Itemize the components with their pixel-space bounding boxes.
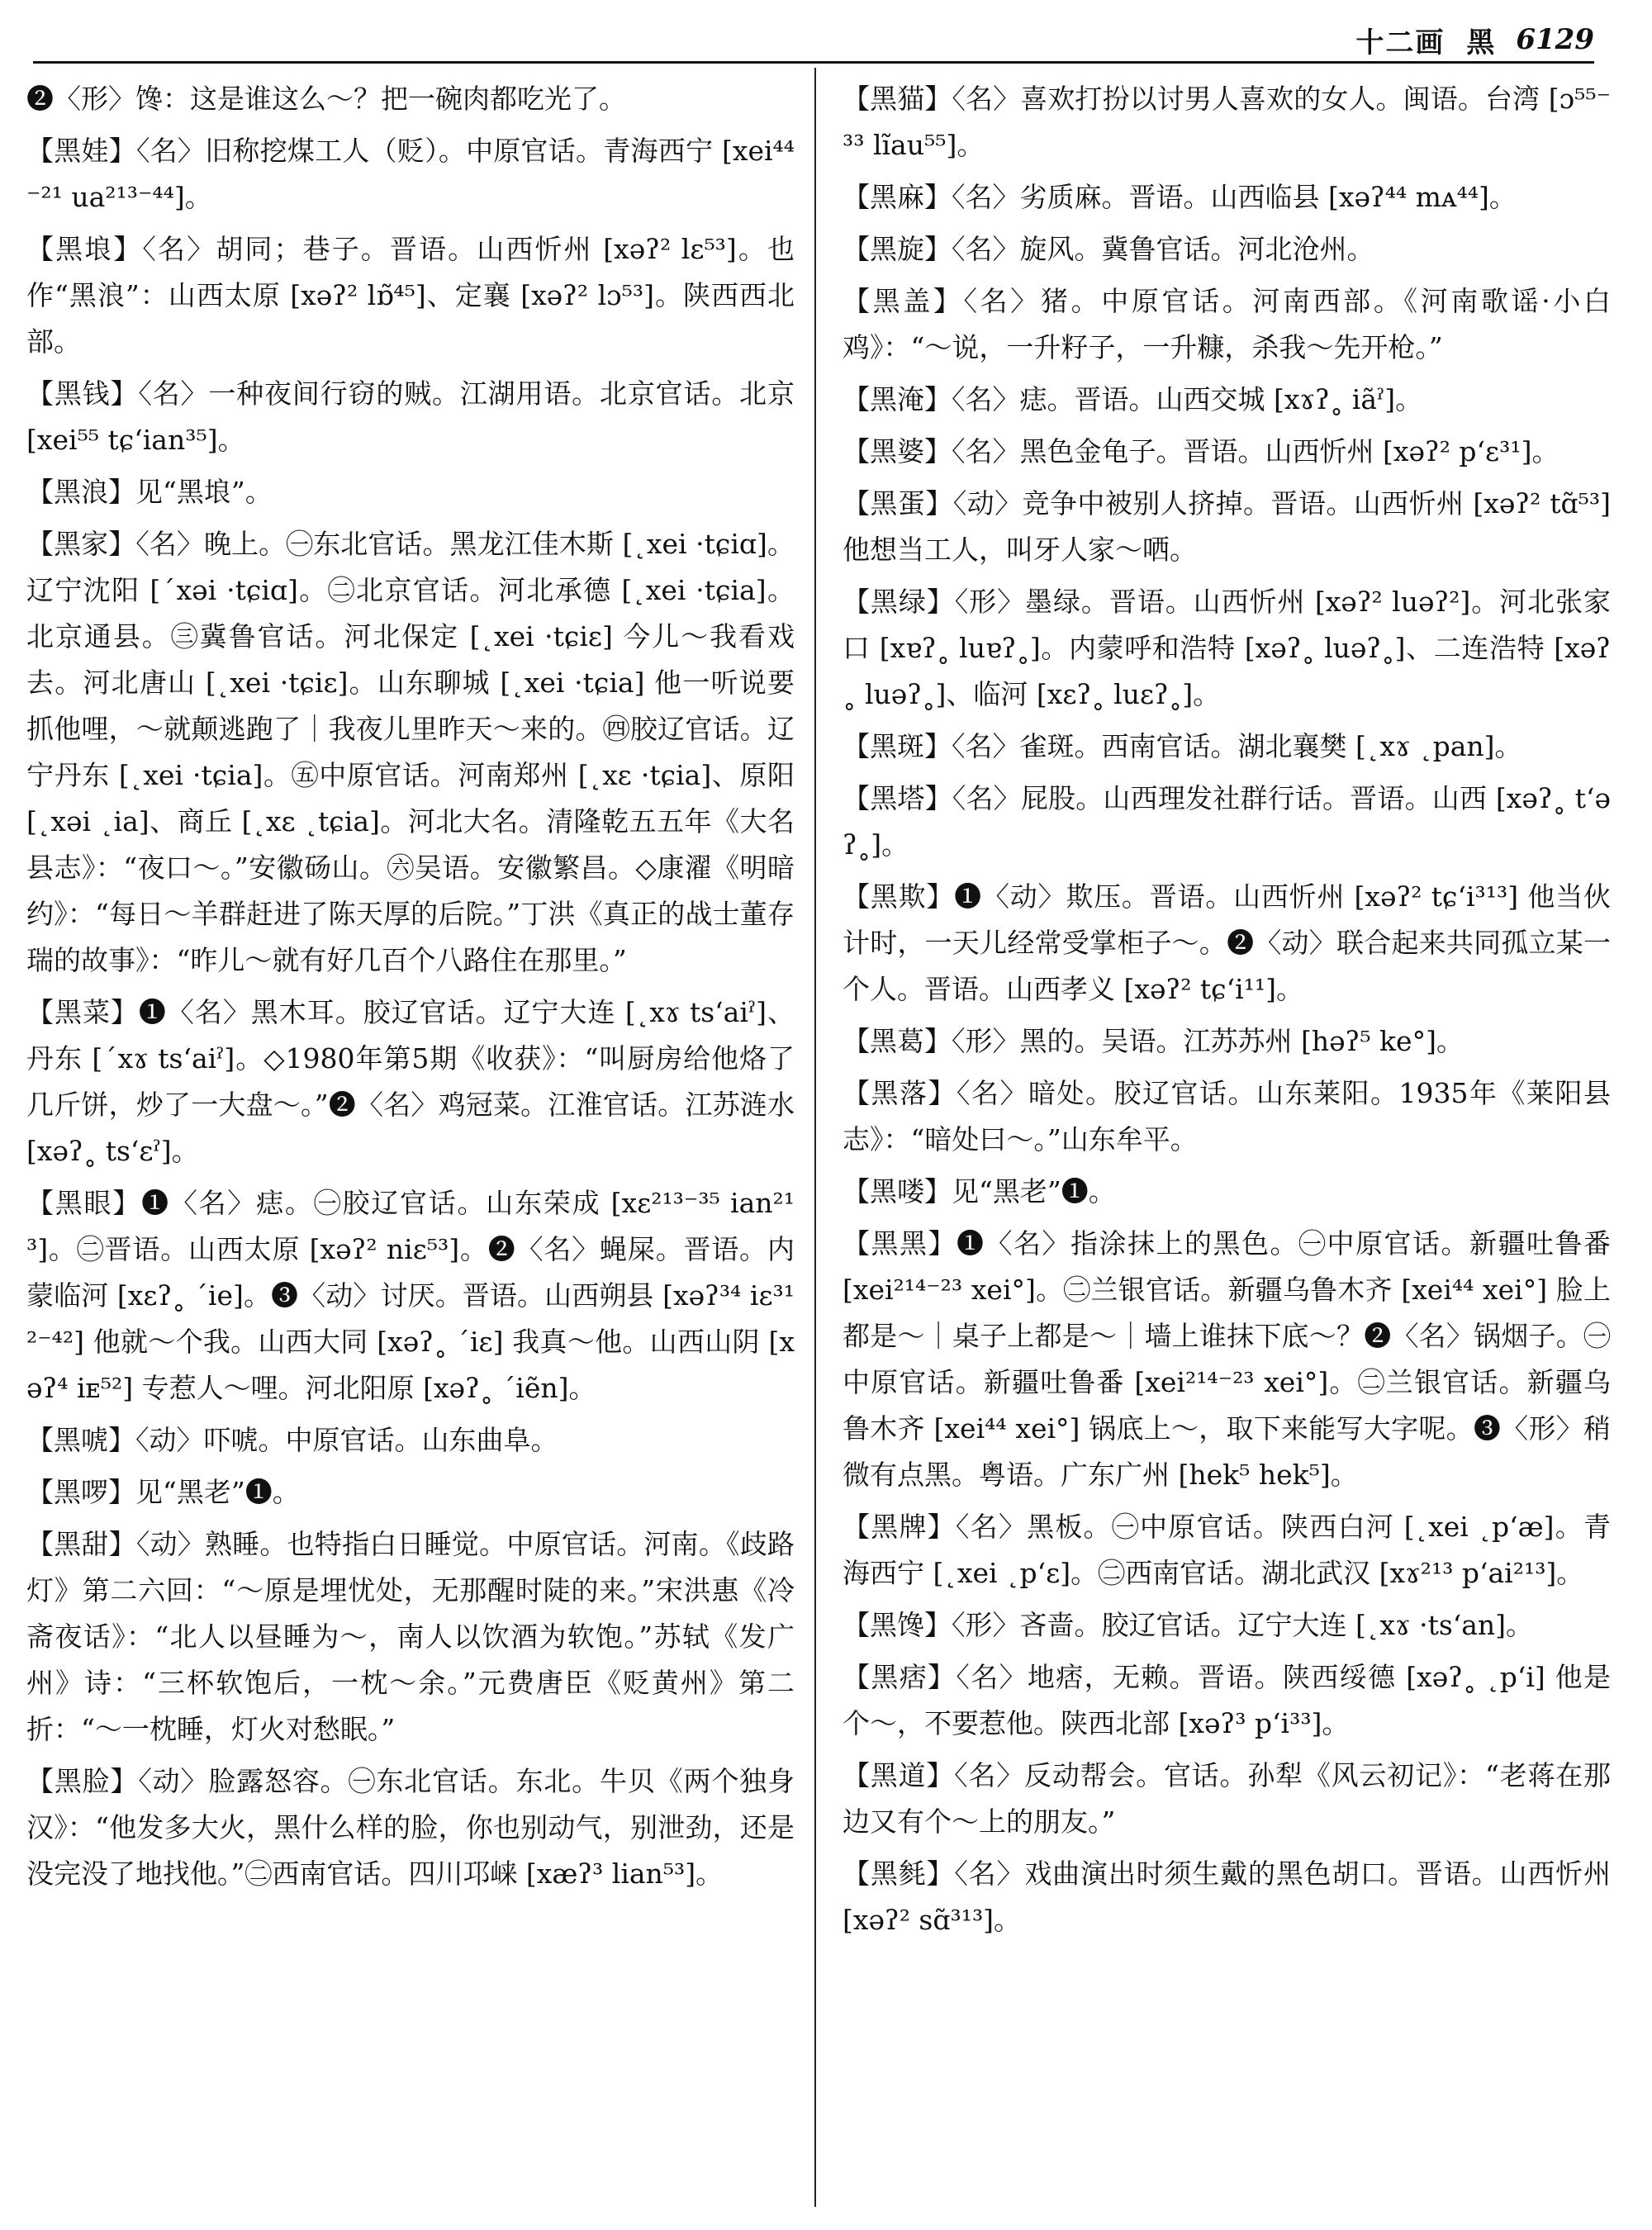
entry-heitian: 【黑甜】〈动〉熟睡。也特指白日睡觉。中原官话。河南。《歧路灯》第二六回：“～原是埋忧处，无那醒时陡的来。”宋洪惠《冷斋夜话》：“北人以昼睡为～，南人以饮酒为软饱。”苏轼《发广州》诗：“三杯软饱后，一枕～余。”元费唐臣《贬黄州》第二折：“～一枕睡，灯火对愁眠。” <box>26 1528 795 1745</box>
entry-heihu: 【黑唬】〈动〉吓唬。中原官话。山东曲阜。 <box>26 1424 558 1456</box>
entry-heilang: 【黑埌】〈名〉胡同；巷子。晋语。山西忻州 [xəʔ² lɛ⁵³]。也作“黑浪”：山西太原 [xəʔ² lɒ̃⁴⁵]、定襄 [xəʔ² lɔ⁵³]。陕西西北部。 <box>26 233 795 358</box>
page-number: 6129 <box>1516 23 1594 56</box>
entry-heidan: 【黑蛋】〈动〉竞争中被别人挤掉。晋语。山西忻州 [xəʔ² tɑ̃⁵³] 他想当工人，叫牙人家～哂。 <box>843 487 1611 566</box>
entry-heiqian: 【黑钱】〈名〉一种夜间行窃的贼。江湖用语。北京官话。北京 [xei⁵⁵ tɕʻian³⁵]。 <box>26 377 795 456</box>
entry-heige: 【黑葛】〈形〉黑的。吴语。江苏苏州 [həʔ⁵ ke°]。 <box>843 1025 1464 1057</box>
entry-heipai: 【黑牌】〈名〉黑板。㊀中原官话。陕西白河 [˛xei ˛pʻæ]。青海西宁 [˛xei ˛pʻɛ]。㊁西南官话。湖北武汉 [xɤ²¹³ pʻai²¹³]。 <box>843 1511 1611 1589</box>
entry-heiyan2: 【黑淹】〈名〉痣。晋语。山西交城 [xɤʔ˳ iãˀ]。 <box>843 383 1423 415</box>
entry-heipi: 【黑痞】〈名〉地痞，无赖。晋语。陕西绥德 [xəʔ˳ ˛pʻi] 他是个～，不要惹他。陕西北部 [xəʔ³ pʻi³³]。 <box>843 1661 1611 1739</box>
entry-heima: 【黑麻】〈名〉劣质麻。晋语。山西临县 [xəʔ⁴⁴ mᴀ⁴⁴]。 <box>843 181 1517 213</box>
entry-heiyan: 【黑眼】❶〈名〉痣。㊀胶辽官话。山东荣成 [xɛ²¹³⁻³⁵ ian²¹³]。㊁晋语。山西太原 [xəʔ² niɛ⁵³]。❷〈名〉蝇屎。晋语。内蒙临河 [xɛʔ˳ ˊie]。❸〈动〉讨厌。晋语。山西朔县 [xəʔ³⁴ iɛ³¹²⁻⁴²] 他就～个我。山西大同 [xəʔ˳ ˊiɛ] 我真～他。山西山阴 [xəʔ⁴ iᴇ⁵²] 专惹人～哩。河北阳原 [xəʔ˳ ˊiẽn]。 <box>26 1187 795 1404</box>
entry-heilou: 【黑喽】见“黑老”❶。 <box>843 1175 1116 1208</box>
entry-heixuan: 【黑旋】〈名〉旋风。冀鲁官话。河北沧州。 <box>843 233 1374 265</box>
page-header <box>33 18 1594 64</box>
stroke-section-label: 十二画 <box>1355 26 1446 59</box>
entry-heijia: 【黑家】〈名〉晚上。㊀东北官话。黑龙江佳木斯 [˛xei ·tɕiɑ]。辽宁沈阳 [ˊxəi ·tɕiɑ]。㊁北京官话。河北承德 [˛xei ·tɕia]。北京通县。㊂冀鲁官话。河北保定 [˛xei ·tɕiɛ] 今儿～我看戏去。河北唐山 [˛xei ·tɕiɛ]。山东聊城 [˛xei ·tɕia] 他一听说要抓他哩，～就颠逃跑了｜我夜儿里昨天～来的。㊃胶辽官话。辽宁丹东 [˛xei ·tɕia]。㊄中原官话。河南郑州 [˛xɛ ·tɕia]、原阳 [˛xəi ˛ia]、商丘 [˛xɛ ˛tɕia]。河北大名。清隆乾五五年《大名县志》：“夜口～。”安徽砀山。㊅吴语。安徽繁昌。◇康濯《明暗约》：“每日～羊群赶进了陈天厚的后院。”丁洪《真正的战士董存瑞的故事》：“昨儿～就有好几百个八路住在那里。” <box>26 528 795 976</box>
entry-heicai: 【黑菜】❶〈名〉黑木耳。胶辽官话。辽宁大连 [˛xɤ tsʻaiˀ]、丹东 [ˊxɤ tsʻaiˀ]。◇1980年第5期《收获》：“叫厨房给他烙了几斤饼，炒了一大盘～。”❷〈名〉鸡冠菜。江淮官话。江苏涟水 [xəʔ˳ tsʻɛˀ]。 <box>26 996 795 1167</box>
entry-heiluo: 【黑啰】见“黑老”❶。 <box>26 1476 300 1508</box>
section-character: 黑 <box>1466 26 1495 59</box>
entry-heisan: 【黑毵】〈名〉戏曲演出时须生戴的黑色胡口。晋语。山西忻州 [xəʔ² sɑ̃³¹³]。 <box>843 1858 1611 1936</box>
entry-heilang-variant: 【黑浪】见“黑埌”。 <box>26 476 273 508</box>
entry-heilian: 【黑脸】〈动〉脸露怒容。㊀东北官话。东北。牛贝《两个独身汉》：“他发多大火，黑什么样的脸，你也别动气，别泄劲，还是没完没了地找他。”㊁西南官话。四川邛崃 [xæʔ³ lian⁵³]。 <box>26 1765 795 1890</box>
entry-heihei: 【黑黑】❶〈名〉指涂抹上的黑色。㊀中原官话。新疆吐鲁番 [xei²¹⁴⁻²³ xei°]。㊁兰银官话。新疆乌鲁木齐 [xei⁴⁴ xei°] 脸上都是～｜桌子上都是～｜墙上谁抹下底～？❷〈名〉锅烟子。㊀中原官话。新疆吐鲁番 [xei²¹⁴⁻²³ xei°]。㊁兰银官话。新疆乌鲁木齐 [xei⁴⁴ xei°] 锅底上～，取下来能写大字呢。❸〈形〉稍微有点黑。粤语。广东广州 [hek⁵ hek⁵]。 <box>843 1227 1611 1491</box>
entry-heiluo2: 【黑落】〈名〉暗处。胶辽官话。山东莱阳。1935年《莱阳县志》：“暗处曰～。”山东牟平。 <box>843 1077 1611 1155</box>
entry-heiban: 【黑斑】〈名〉雀斑。西南官话。湖北襄樊 [˛xɤ ˛pan]。 <box>843 730 1522 762</box>
column-divider <box>814 68 816 2207</box>
entry-heigai: 【黑盖】〈名〉猪。中原官话。河南西部。《河南歌谣·小白鸡》：“～说，一升籽子，一升糠，杀我～先开枪。” <box>843 285 1611 363</box>
entry-heipo: 【黑婆】〈名〉黑色金龟子。晋语。山西忻州 [xəʔ² pʻɛ³¹]。 <box>843 435 1559 467</box>
right-column <box>843 76 1611 1949</box>
left-column <box>26 76 795 1903</box>
entry-heiwa: 【黑娃】〈名〉旧称挖煤工人（贬）。中原官话。青海西宁 [xei⁴⁴⁻²¹ ua²¹³⁻⁴⁴]。 <box>26 135 795 213</box>
entry-continuation: ❷〈形〉馋：这是谁这么～？把一碗肉都吃光了。 <box>26 83 626 115</box>
entry-heimao: 【黑猫】〈名〉喜欢打扮以讨男人喜欢的女人。闽语。台湾 [ɔ⁵⁵⁻³³ lĩau⁵⁵]。 <box>843 83 1611 161</box>
running-head <box>1355 18 1594 61</box>
entry-heiqi: 【黑欺】❶〈动〉欺压。晋语。山西忻州 [xəʔ² tɕʻi³¹³] 他当伙计时，一天儿经常受掌柜子～。❷〈动〉联合起来共同孤立某一个人。晋语。山西孝义 [xəʔ² tɕʻi¹¹]。 <box>843 880 1611 1005</box>
entry-heidao: 【黑道】〈名〉反动帮会。官话。孙犁《风云初记》：“老蒋在那边又有个～上的朋友。” <box>843 1759 1611 1838</box>
entry-heita: 【黑塔】〈名〉屁股。山西理发社群行话。晋语。山西 [xəʔ˳ tʻəʔ˳]。 <box>843 782 1611 861</box>
entry-heichan: 【黑馋】〈形〉吝啬。胶辽官话。辽宁大连 [˛xɤ ·tsʻan]。 <box>843 1609 1534 1641</box>
entry-heilü: 【黑绿】〈形〉墨绿。晋语。山西忻州 [xəʔ² luəʔ²]。河北张家口 [xɐʔ˳ luɐʔ˳]。内蒙呼和浩特 [xəʔ˳ luəʔ˳]、二连浩特 [xəʔ˳ luəʔ˳]、临河 [xɛʔ˳ luɛʔ˳]。 <box>843 586 1611 710</box>
